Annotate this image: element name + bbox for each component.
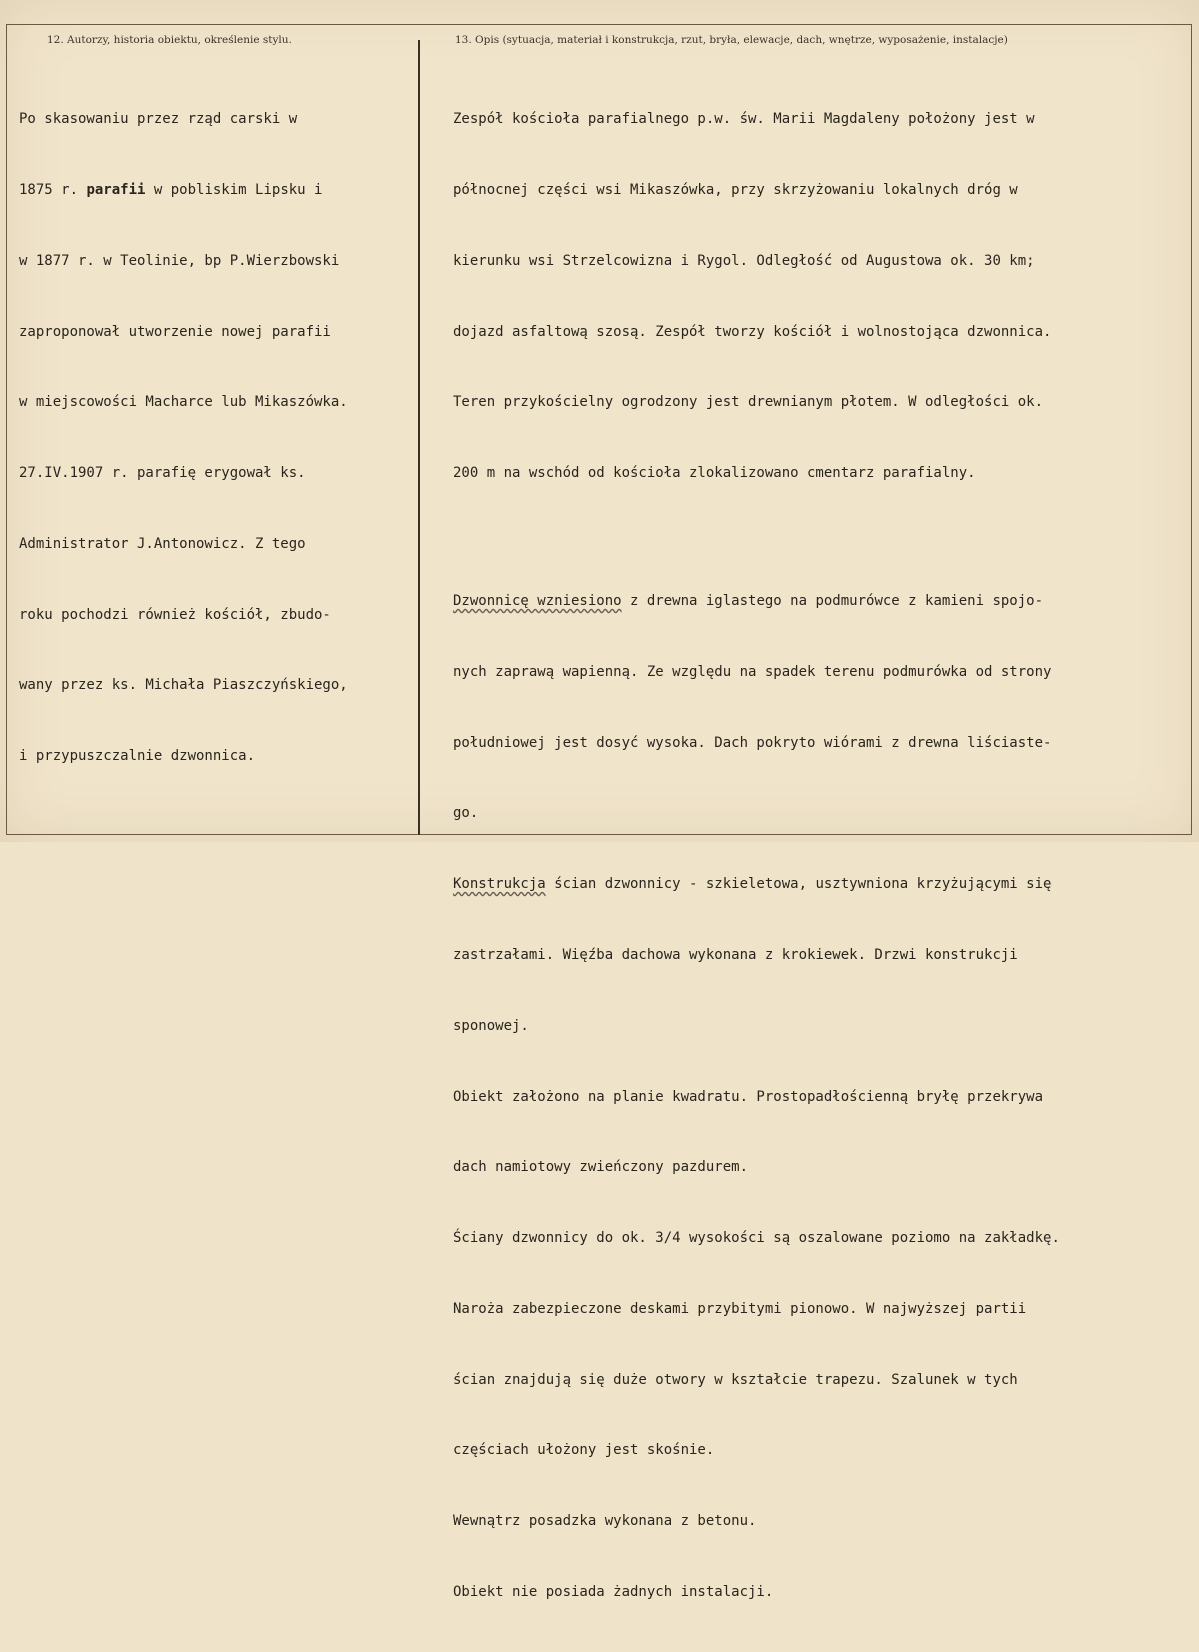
text-line: Zespół kościoła parafialnego p.w. św. Marii Magdaleny położony jest w <box>453 111 1035 128</box>
text-line: 27.IV.1907 r. parafię erygował ks. <box>19 465 306 482</box>
text-line: Wewnątrz posadzka wykonana z betonu. <box>453 1513 757 1530</box>
text-line: w miejscowości Macharce lub Mikaszówka. <box>19 394 348 411</box>
text-line: zaproponował utworzenie nowej parafii <box>19 323 331 340</box>
text-line: Po skasowaniu przez rząd carski w <box>19 111 298 128</box>
text-line: go. <box>453 805 479 822</box>
text-line: południowej jest dosyć wysoka. Dach pokryto wiórami z drewna liściaste- <box>453 734 1052 751</box>
text-fragment: ścian dzwonnicy - szkieletowa, usztywniona krzyżującymi się <box>545 876 1052 893</box>
text-line: ścian znajdują się duże otwory w kształcie trapezu. Szalunek w tych <box>453 1371 1018 1388</box>
text-line: sponowej. <box>453 1017 529 1034</box>
text-line: nych zaprawą wapienną. Ze względu na spadek terenu podmurówka od strony <box>453 663 1052 680</box>
header-authors-history: 12. Autorzy, historia obiektu, określenie stylu. <box>47 34 292 46</box>
text-line: częściach ułożony jest skośnie. <box>453 1442 715 1459</box>
text-line: Naroża zabezpieczone deskami przybitymi pionowo. W najwyższej partii <box>453 1300 1027 1317</box>
text-line: zastrzałami. Więźba dachowa wykonana z krokiewek. Drzwi konstrukcji <box>453 946 1018 963</box>
header-description: 13. Opis (sytuacja, materiał i konstrukcja, rzut, bryła, elewacje, dach, wnętrze, wyposażenie, instalacje) <box>455 34 1008 46</box>
left-column-text <box>19 61 348 816</box>
text-line: wany przez ks. Michała Piaszczyńskiego, <box>19 677 348 694</box>
text-line <box>453 873 1060 897</box>
text-line <box>453 590 1060 614</box>
text-line: dojazd asfaltową szosą. Zespół tworzy kościół i wolnostojąca dzwonnica. <box>453 323 1052 340</box>
text-line: i przypuszczalnie dzwonnica. <box>19 748 256 765</box>
underlined-heading: Konstrukcja <box>453 876 546 893</box>
text-line: Teren przykościelny ogrodzony jest drewnianym płotem. W odległości ok. <box>453 394 1044 411</box>
underlined-heading: Dzwonnicę wzniesiono <box>453 593 622 610</box>
text-line: w 1877 r. w Teolinie, bp P.Wierzbowski <box>19 252 340 269</box>
text-line: Obiekt założono na planie kwadratu. Prostopadłościenną bryłę przekrywa <box>453 1088 1044 1105</box>
text-line: dach namiotowy zwieńczony pazdurem. <box>453 1159 749 1176</box>
text-fragment: z drewna iglastego na podmurówce z kamieni spojo- <box>621 593 1044 610</box>
text-line: Ściany dzwonnicy do ok. 3/4 wysokości są oszalowane poziomo na zakładkę. <box>453 1230 1060 1247</box>
text-line <box>19 179 348 203</box>
bold-word: parafii <box>86 181 146 198</box>
text-line: Administrator J.Antonowicz. Z tego <box>19 535 306 552</box>
right-column-text <box>453 61 1060 1652</box>
text-fragment: w pobliskim Lipsku i <box>145 181 323 198</box>
text-line: północnej części wsi Mikaszówka, przy skrzyżowaniu lokalnych dróg w <box>453 181 1018 198</box>
text-line: roku pochodzi również kościół, zbudo- <box>19 606 331 623</box>
text-line: 200 m na wschód od kościoła zlokalizowano cmentarz parafialny. <box>453 465 976 482</box>
text-line: kierunku wsi Strzelcowizna i Rygol. Odległość od Augustowa ok. 30 km; <box>453 252 1035 269</box>
text-fragment: 1875 r. <box>19 181 87 198</box>
paragraph-gap <box>453 533 1060 543</box>
column-divider <box>418 40 420 835</box>
text-line: Obiekt nie posiada żadnych instalacji. <box>453 1584 774 1600</box>
